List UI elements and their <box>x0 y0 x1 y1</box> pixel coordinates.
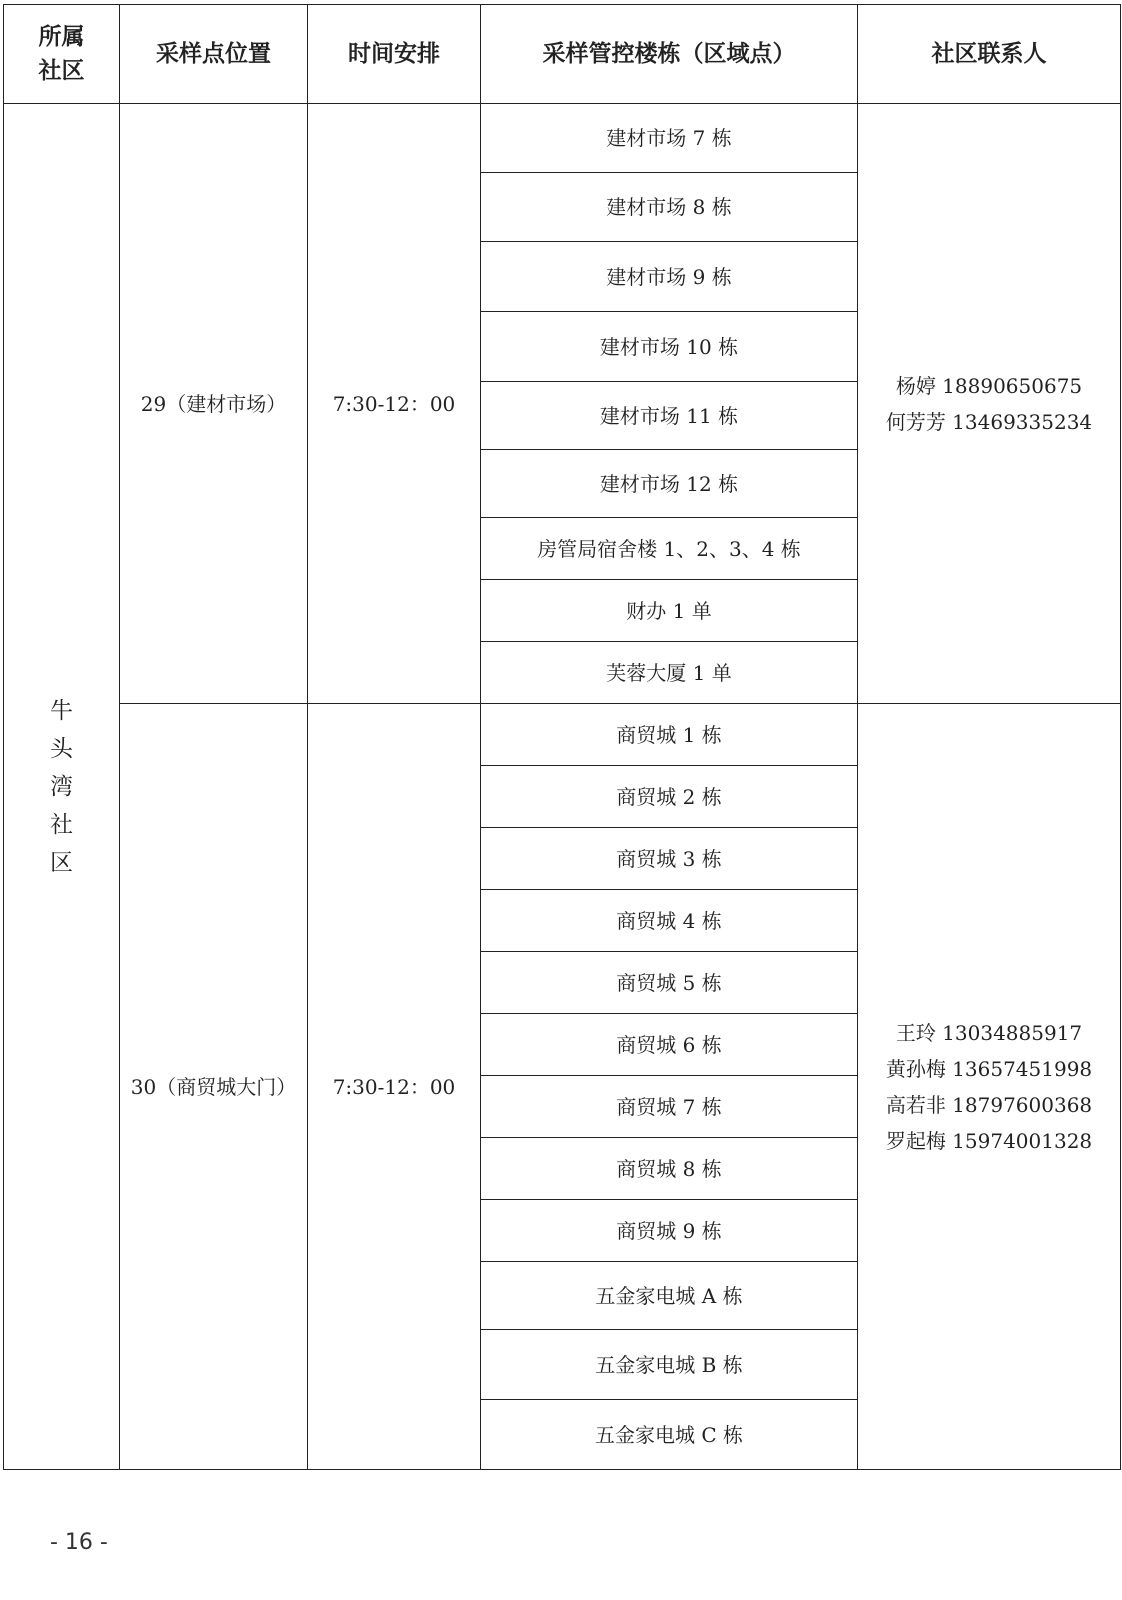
sampling-schedule-table <box>3 4 1121 1470</box>
building-cell: 建材市场 7 栋 <box>481 104 858 173</box>
community-cell <box>4 104 120 1470</box>
building-cell: 建材市场 12 栋 <box>481 450 858 518</box>
contact-line: 黄孙梅 13657451998 <box>885 1056 1093 1081</box>
header-community: 所属社区 <box>4 5 120 104</box>
building-cell: 商贸城 9 栋 <box>481 1200 858 1262</box>
building-cell: 建材市场 9 栋 <box>481 242 858 312</box>
header-time: 时间安排 <box>308 5 481 104</box>
site-1-location: 29（建材市场） <box>120 104 308 704</box>
contact-line: 罗起梅 15974001328 <box>885 1128 1093 1153</box>
header-location: 采样点位置 <box>120 5 308 104</box>
building-cell: 商贸城 8 栋 <box>481 1138 858 1200</box>
document-page <box>3 4 1120 1470</box>
table-row <box>4 104 1121 173</box>
building-cell: 五金家电城 B 栋 <box>481 1330 858 1400</box>
building-cell: 房管局宿舍楼 1、2、3、4 栋 <box>481 518 858 580</box>
site-2-location: 30（商贸城大门） <box>120 704 308 1470</box>
site-2-time: 7:30-12：00 <box>308 704 481 1470</box>
building-cell: 商贸城 2 栋 <box>481 766 858 828</box>
table-header-row <box>4 5 1121 104</box>
community-name: 牛头湾社区 <box>50 697 73 876</box>
building-cell: 商贸城 1 栋 <box>481 704 858 766</box>
site-2-contacts <box>858 704 1121 1470</box>
contact-line: 高若非 18797600368 <box>885 1092 1093 1117</box>
contact-line: 何芳芳 13469335234 <box>885 409 1093 434</box>
site-1-contacts <box>858 104 1121 704</box>
building-cell: 芙蓉大厦 1 单 <box>481 642 858 704</box>
header-contacts: 社区联系人 <box>858 5 1121 104</box>
building-cell: 建材市场 11 栋 <box>481 382 858 450</box>
building-cell: 建材市场 10 栋 <box>481 312 858 382</box>
contact-line: 王玲 13034885917 <box>895 1020 1083 1045</box>
page-number: - 16 - <box>50 1530 108 1555</box>
building-cell: 商贸城 3 栋 <box>481 828 858 890</box>
building-cell: 建材市场 8 栋 <box>481 173 858 242</box>
building-cell: 商贸城 4 栋 <box>481 890 858 952</box>
contact-line: 杨婷 18890650675 <box>895 373 1083 398</box>
building-cell: 商贸城 7 栋 <box>481 1076 858 1138</box>
building-cell: 五金家电城 A 栋 <box>481 1262 858 1330</box>
header-buildings: 采样管控楼栋（区域点） <box>481 5 858 104</box>
building-cell: 商贸城 6 栋 <box>481 1014 858 1076</box>
table-row <box>4 704 1121 766</box>
site-1-time: 7:30-12：00 <box>308 104 481 704</box>
building-cell: 商贸城 5 栋 <box>481 952 858 1014</box>
building-cell: 五金家电城 C 栋 <box>481 1400 858 1470</box>
building-cell: 财办 1 单 <box>481 580 858 642</box>
